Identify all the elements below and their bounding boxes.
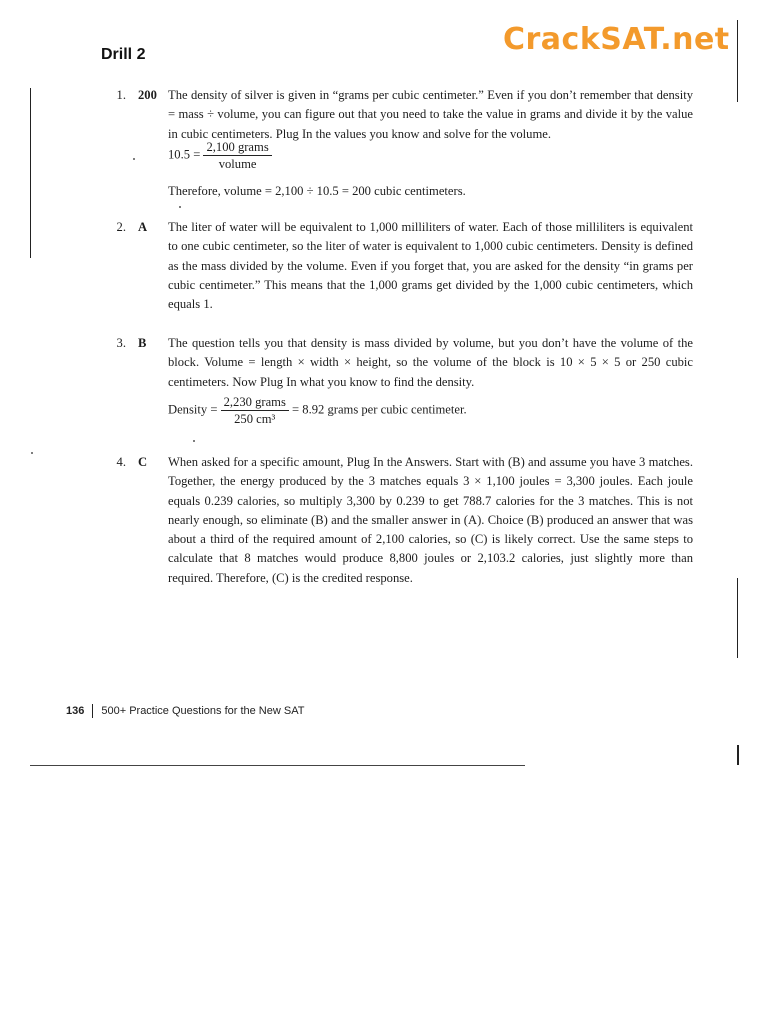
- explanation: [168, 453, 693, 588]
- equation-lhs: Density =: [168, 402, 218, 417]
- book-title: 500+ Practice Questions for the New SAT: [101, 704, 305, 717]
- scan-speck: [193, 440, 195, 442]
- scan-line-right-bottom: [737, 745, 739, 765]
- question-number: 4.: [116, 455, 126, 469]
- fraction: [221, 394, 289, 427]
- question-2: [108, 218, 693, 318]
- question-number: 3.: [116, 336, 126, 350]
- equation-lhs: 10.5 =: [168, 147, 201, 162]
- scan-speck: [133, 158, 135, 160]
- explanation-text: The liter of water will be equivalent to 1,000 milliliters of water. Each of those milliliters is equivalent to one cubic centimeter, so the liter of water is equivalent to 1,000 cubic centimeters. Density is defined as the mass divided by the volume. Even if you forget that, you are asked for the density “in grams per cubic centimeter.” This means that the 1,000 grams get divided by the 1,000 cubic centimeters, which equals 1.: [168, 220, 693, 312]
- question-4: [108, 453, 693, 588]
- scan-line-right-top: [737, 20, 738, 102]
- scan-speck: [179, 206, 181, 208]
- question-answer: C: [138, 455, 148, 469]
- explanation-text: The density of silver is given in “grams per cubic centimeter.” Even if you don’t remember that density = mass ÷ volume, you can figure out that you need to take the value in grams and divide it by the value in cubic centimeters. Plug In the values you know and solve for the volume.: [168, 88, 693, 141]
- question-number: 1.: [116, 88, 126, 102]
- fraction-numerator: 2,100 grams: [203, 139, 271, 156]
- explanation: [168, 334, 693, 392]
- explanation-text: The question tells you that density is mass divided by volume, but you don’t have the volume of the block. Volume = length × width × height, so the volume of the block is 10 × 5 × 5 or 250 cubic centimeters. Now Plug In what you know to find the density.: [168, 336, 693, 389]
- question-answer: 200: [138, 88, 157, 102]
- scan-line-left: [30, 88, 31, 258]
- bottom-rule: [30, 765, 525, 766]
- scan-line-right-mid: [737, 578, 738, 658]
- page-footer: [66, 704, 304, 718]
- footer-divider: [92, 704, 93, 718]
- conclusion-1: Therefore, volume = 2,100 ÷ 10.5 = 200 cubic centimeters.: [168, 184, 466, 198]
- fraction: [203, 139, 271, 172]
- fraction-denominator: volume: [218, 157, 257, 171]
- fraction-numerator: 2,230 grams: [221, 394, 289, 411]
- question-3: [108, 334, 693, 394]
- explanation: [168, 218, 693, 314]
- question-number: 2.: [116, 220, 126, 234]
- explanation-text: When asked for a specific amount, Plug In the Answers. Start with (B) and assume you have 3 matches. Together, the energy produced by the 3 matches equals 3 × 1,100 joules = 3,300 joules. Each joule equals 0.239 calories, so multiply 3,300 by 0.239 to get 788.7 calories for the 3 matches. This is not nearly enough, so eliminate (B) and the smaller answer in (A). Choice (B) produced an answer that was about a third of the required amount of 2,100 calories, so (C) is likely correct. Use the same steps to calculate that 8 matches would produce 8,800 joules or 2,103.2 calories, just slightly more than required. Therefore, (C) is the credited response.: [168, 455, 693, 585]
- question-answer: A: [138, 220, 148, 234]
- scan-speck: [31, 452, 33, 454]
- equation-rhs: = 8.92 grams per cubic centimeter.: [292, 402, 467, 417]
- page-number: 136: [66, 704, 85, 717]
- equation-3: [168, 394, 467, 427]
- question-answer: B: [138, 336, 147, 350]
- section-title: Drill 2: [101, 46, 146, 63]
- watermark-logo: CrackSAT.net: [503, 22, 730, 57]
- equation-1: [168, 139, 272, 172]
- fraction-denominator: 250 cm³: [234, 412, 276, 426]
- explanation: [168, 86, 693, 144]
